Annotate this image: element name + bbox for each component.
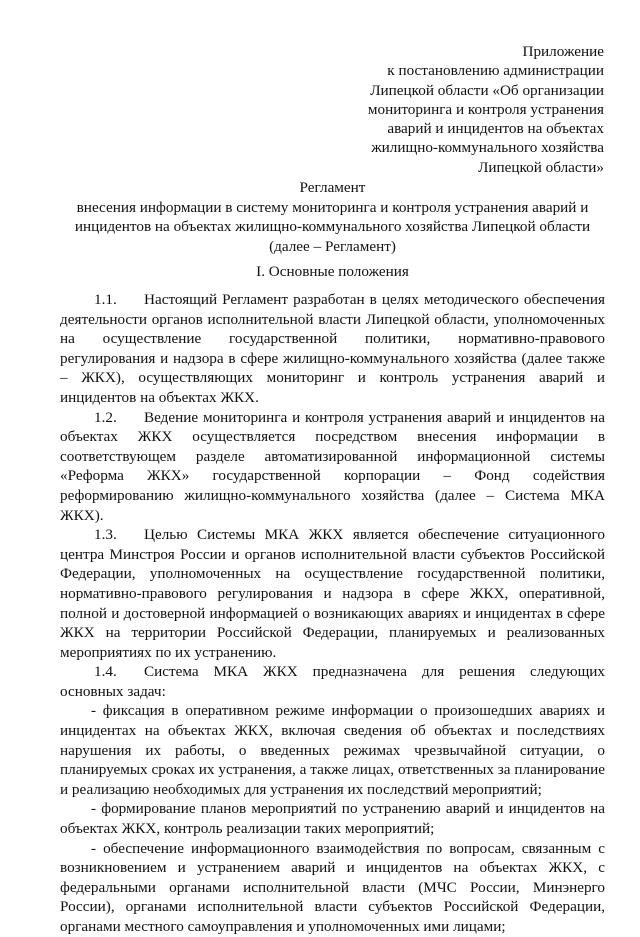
paragraph-number: 1.1. [94, 291, 117, 308]
task-item: - формирование планов мероприятий по устранению аварий и инцидентов на объектах ЖКХ, контроль реализации таких мероприятий; [60, 800, 605, 838]
document-title [60, 178, 605, 256]
paragraph-1-1 [60, 290, 605, 408]
paragraph-1-3 [60, 525, 605, 662]
appendix-line: Липецкой области «Об организации [370, 81, 604, 99]
appendix-line: жилищно-коммунального хозяйства [371, 139, 604, 157]
paragraph-text: Система МКА ЖКХ предназначена для решения следующих основных задач: [60, 663, 605, 700]
paragraph-number: 1.4. [94, 663, 117, 681]
title-line: инцидентов на объектах жилищно-коммунального хозяйства Липецкой области [74, 218, 591, 236]
paragraph-text: Целью Системы МКА ЖКХ является обеспечение ситуационного центра Минстроя России и органов исполнительной власти субъектов Российской Федерации, уполномоченных на осуществление государственной политики, нормативно-правового регулирования и надзора в сфере ЖКХ, оперативной, полной и достоверной информацией о возникающих авариях и инцидентах в сфере ЖКХ на территории Российской Федерации, планируемых и реализованных мероприятиях по их устранению. [60, 526, 605, 661]
title-line: внесения информации в систему мониторинга и контроля устранения аварий и [76, 198, 589, 216]
paragraph-text: Ведение мониторинга и контроля устранения аварий и инцидентов на объектах ЖКХ осуществляется посредством внесения информации в соответствующем разделе автоматизированной информационной системы «Реформа ЖКХ» государственной корпорации – Фонд содействия реформированию жилищно-коммунального хозяйства (далее – Система МКА ЖКХ). [60, 408, 605, 524]
document-body [60, 290, 605, 937]
paragraph-1-2 [60, 408, 605, 526]
paragraph-1-4 [60, 662, 605, 701]
paragraph-number: 1.2. [94, 408, 117, 426]
title-heading: Регламент [299, 179, 366, 196]
appendix-header [368, 42, 604, 177]
section-heading: I. Основные положения [256, 263, 409, 280]
title-line: (далее – Регламент) [269, 237, 396, 255]
appendix-line: к постановлению администрации [387, 62, 604, 80]
appendix-line: Приложение [522, 43, 604, 60]
paragraph-text: Настоящий Регламент разработан в целях методического обеспечения деятельности органов исполнительной власти Липецкой области, уполномоченных на осуществление государственной политики, нормативно-правового регулирования и надзора в сфере жилищно-коммунального хозяйства (далее также – ЖКХ), осуществляющих мониторинг и контроль устранения аварий и инцидентов на объектах ЖКХ. [60, 291, 605, 406]
appendix-line: аварий и инцидентов на объектах [387, 120, 604, 138]
task-item: - фиксация в оперативном режиме информации о произошедших авариях и инцидентах на объектах ЖКХ, включая сведения об объектах и последствиях нарушения их работы, о введенных режимах чрезвычайной ситуации, о планируемых сроках их устранения, а также лицах, ответственных за планирование и реализацию необходимых для устранения их последствий мероприятий; [60, 702, 605, 798]
appendix-line: Липецкой области» [478, 158, 604, 176]
appendix-line: мониторинга и контроля устранения [367, 100, 604, 118]
task-item: - обеспечение информационного взаимодействия по вопросам, связанным с возникновением и устранением аварий и инцидентов на объектах ЖКХ, с федеральными органами исполнительной власти (МЧС России, Минэнерго России), органами исполнительной власти субъектов Российской Федерации, органами местного самоуправления и уполномоченных ими лицами; [60, 839, 605, 935]
paragraph-number: 1.3. [94, 526, 117, 544]
